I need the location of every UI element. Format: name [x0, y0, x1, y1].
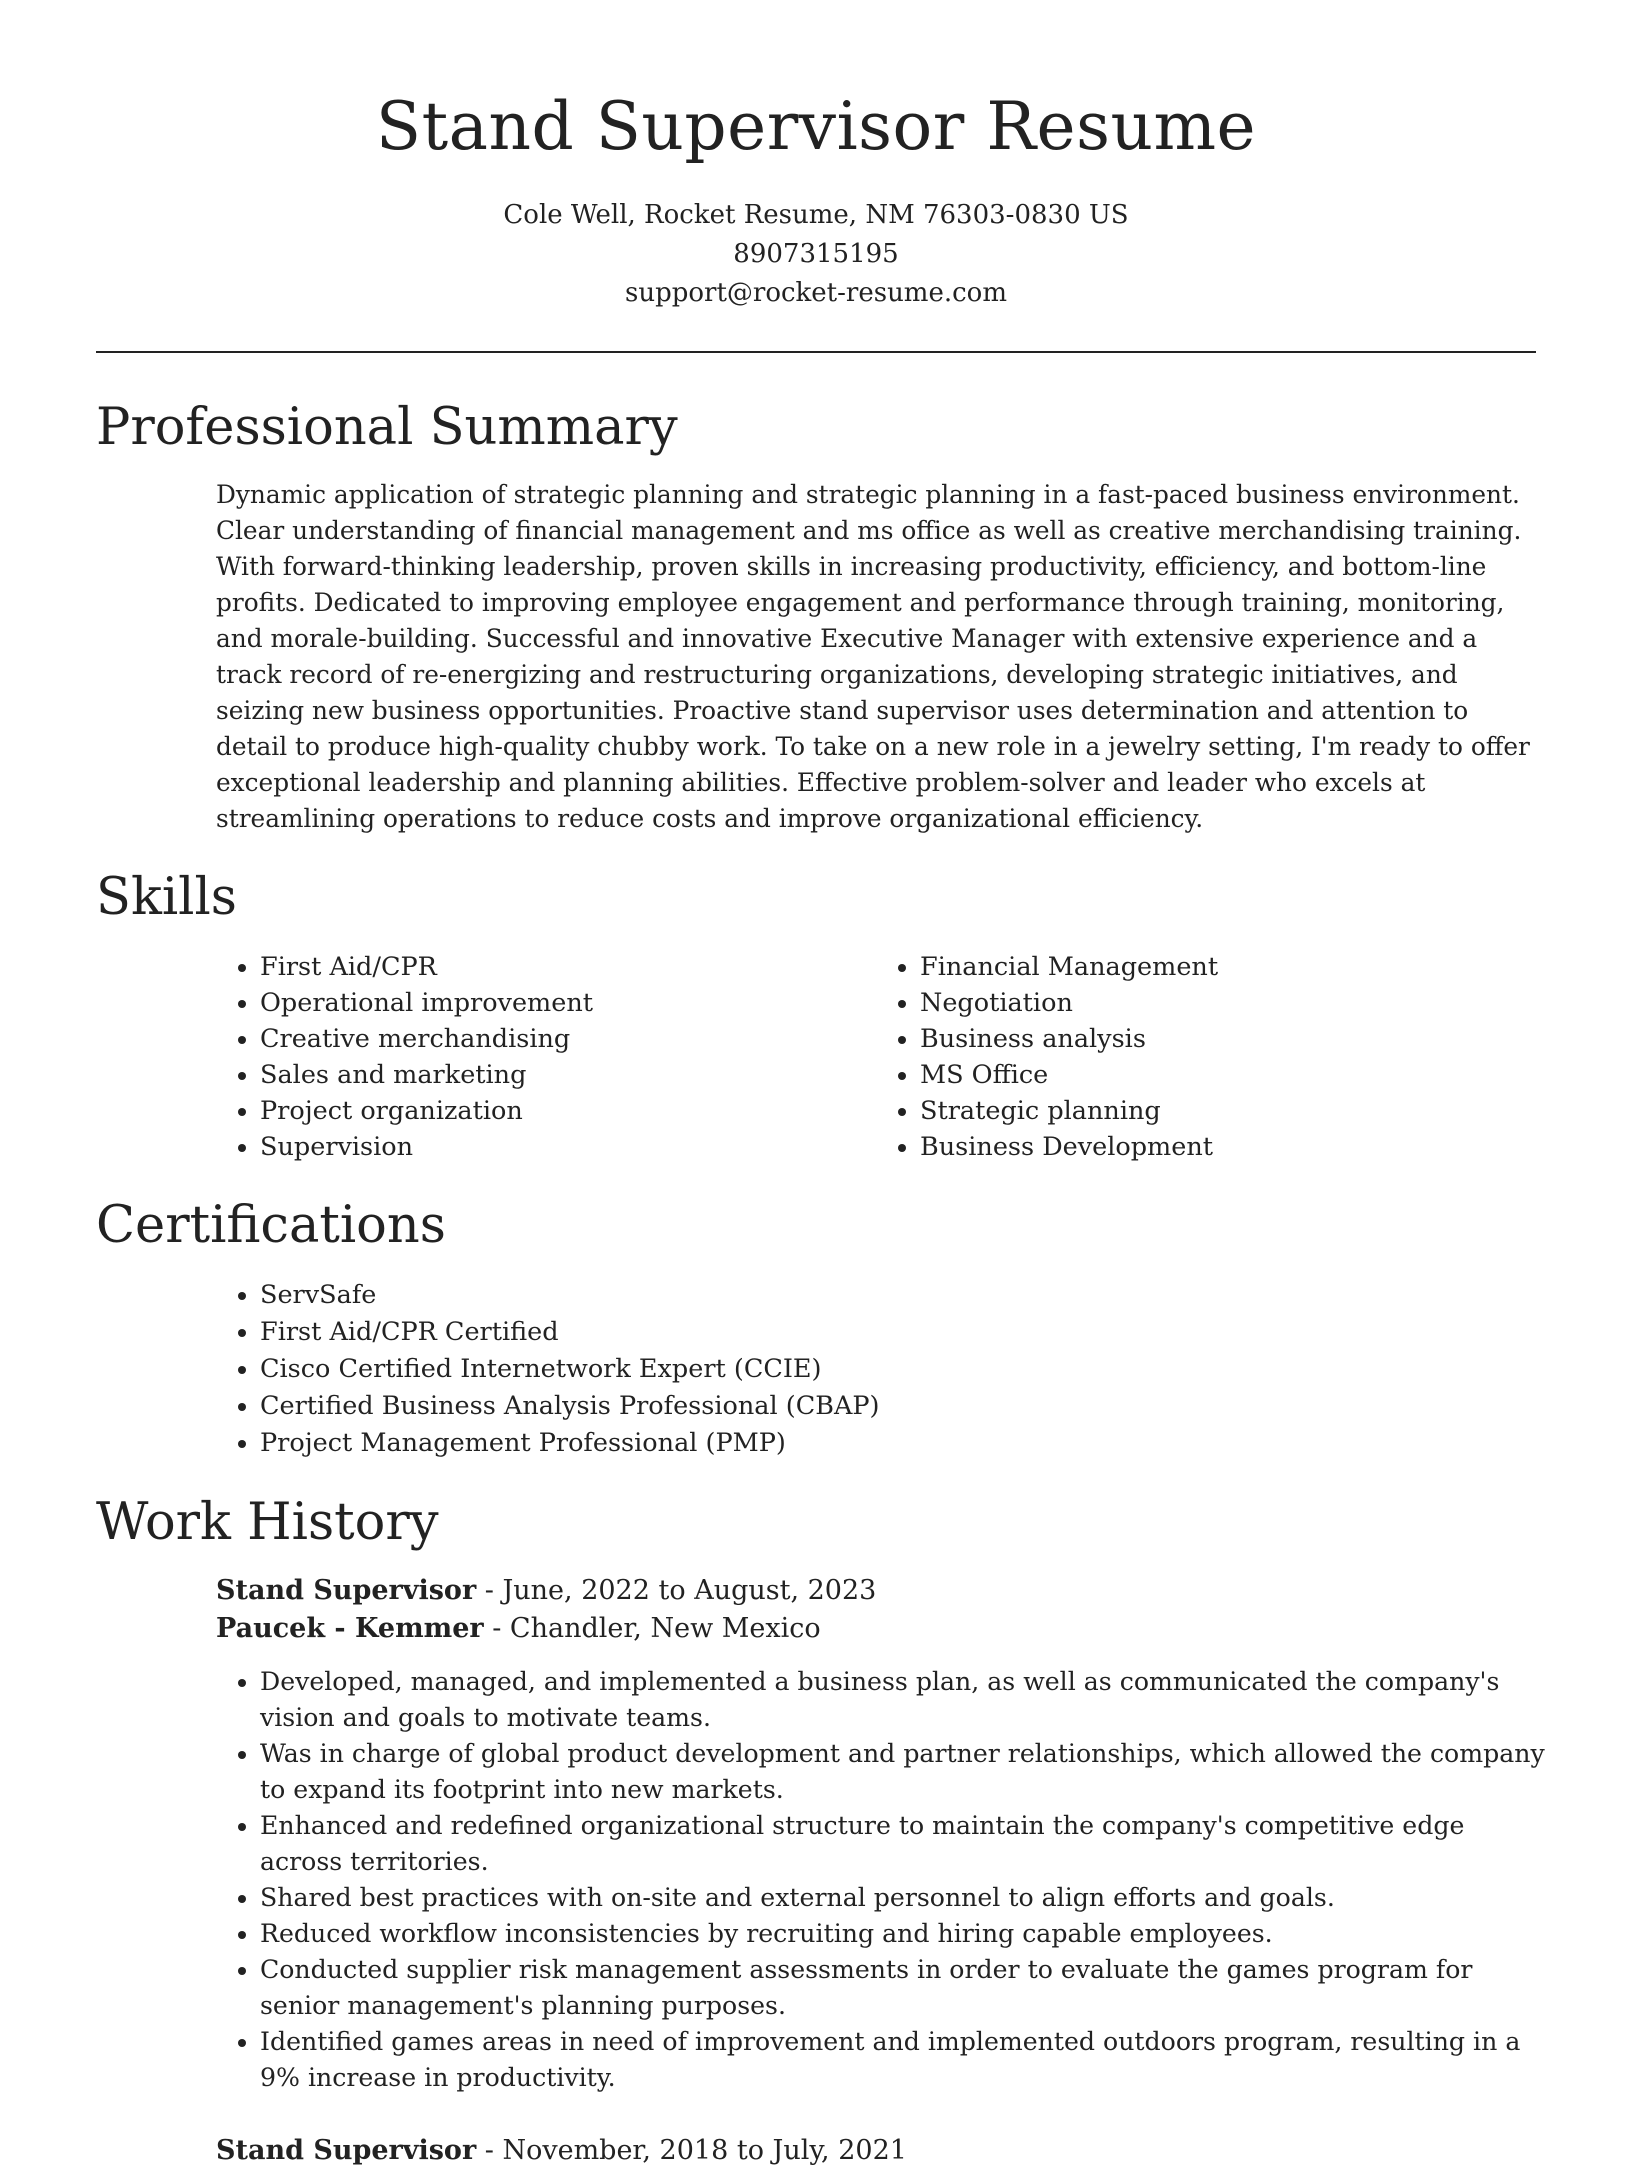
- certifications-list: [216, 1277, 1536, 1462]
- skill-item: • Business analysis: [920, 1021, 1536, 1057]
- header-divider: [96, 351, 1536, 353]
- contact-phone: 8907315195: [733, 239, 899, 269]
- certification-item: • Certified Business Analysis Professional (CBAP): [260, 1388, 1536, 1425]
- job-bullets: [216, 1664, 1546, 2096]
- certification-item: • Cisco Certified Internetwork Expert (CCIE): [260, 1351, 1536, 1388]
- job-dates: - June, 2022 to August, 2023: [476, 1575, 877, 1606]
- resume-page: [96, 0, 1545, 2170]
- job-title-line: [216, 1572, 1536, 1610]
- certification-item: • Project Management Professional (PMP): [260, 1425, 1536, 1462]
- skills-columns: [216, 949, 1536, 1165]
- skill-item: • Negotiation: [920, 985, 1536, 1021]
- section-heading-certifications: Certifications: [96, 1196, 446, 1255]
- section-heading-skills: Skills: [96, 868, 237, 927]
- skills-left-list: [216, 949, 876, 1165]
- contact-email: support@rocket-resume.com: [624, 278, 1007, 308]
- job-title: Stand Supervisor: [216, 2135, 477, 2166]
- job-header: [216, 1572, 1536, 1648]
- job-bullet: • Reduced workflow inconsistencies by recruiting and hiring capable employees.: [260, 1916, 1546, 1952]
- skill-item: • Supervision: [260, 1129, 876, 1165]
- job-bullet: • Was in charge of global product development and partner relationships, which allowed the company to expand its footprint into new markets.: [260, 1736, 1546, 1808]
- skills-right-list: [876, 949, 1536, 1165]
- skill-item: • Sales and marketing: [260, 1057, 876, 1093]
- skill-item: • First Aid/CPR: [260, 949, 876, 985]
- skill-item: • Project organization: [260, 1093, 876, 1129]
- job-bullet: • Conducted supplier risk management assessments in order to evaluate the games program for senior management's planning purposes.: [260, 1952, 1546, 2024]
- skill-item: • Financial Management: [920, 949, 1536, 985]
- job-title: Stand Supervisor: [216, 1575, 477, 1606]
- job-location: - Chandler, New Mexico: [483, 1613, 821, 1644]
- contact-address: Cole Well, Rocket Resume, NM 76303-0830 US: [503, 200, 1129, 230]
- job-header-2: [216, 2132, 1536, 2170]
- skill-item: • MS Office: [920, 1057, 1536, 1093]
- section-heading-work-history: Work History: [96, 1493, 439, 1552]
- job-bullet: • Enhanced and redefined organizational structure to maintain the company's competitive edge across territories.: [260, 1808, 1546, 1880]
- section-heading-summary: Professional Summary: [96, 398, 678, 457]
- skill-item: • Operational improvement: [260, 985, 876, 1021]
- job-bullet: • Developed, managed, and implemented a business plan, as well as communicated the company's vision and goals to motivate teams.: [260, 1664, 1546, 1736]
- contact-info: [96, 196, 1536, 313]
- job-bullet: • Shared best practices with on-site and external personnel to align efforts and goals.: [260, 1880, 1546, 1916]
- resume-title: Stand Supervisor Resume: [375, 88, 1257, 165]
- certification-item: • ServSafe: [260, 1277, 1536, 1314]
- job-employer-line: [216, 1610, 1536, 1648]
- certification-item: • First Aid/CPR Certified: [260, 1314, 1536, 1351]
- skill-item: • Creative merchandising: [260, 1021, 876, 1057]
- skill-item: • Business Development: [920, 1129, 1536, 1165]
- job-dates: - November, 2018 to July, 2021: [476, 2135, 907, 2166]
- summary-text: Dynamic application of strategic planning and strategic planning in a fast-paced business environment. Clear understanding of financial management and ms office as well as creative merchandising training. With forward-thinking leadership, proven skills in increasing productivity, efficiency, and bottom-line profits. Dedicated to improving employee engagement and performance through training, monitoring, and morale-building. Successful and innovative Executive Manager with extensive experience and a track record of re-energizing and restructuring organizations, developing strategic initiatives, and seizing new business opportunities. Proactive stand supervisor uses determination and attention to detail to produce high-quality chubby work. To take on a new role in a jewelry setting, I'm ready to offer exceptional leadership and planning abilities. Effective problem-solver and leader who excels at streamlining operations to reduce costs and improve organizational efficiency.: [216, 480, 1530, 833]
- job-bullet: • Identified games areas in need of improvement and implemented outdoors program, resulting in a 9% increase in productivity.: [260, 2024, 1546, 2096]
- job-employer: Paucek - Kemmer: [216, 1613, 484, 1644]
- skill-item: • Strategic planning: [920, 1093, 1536, 1129]
